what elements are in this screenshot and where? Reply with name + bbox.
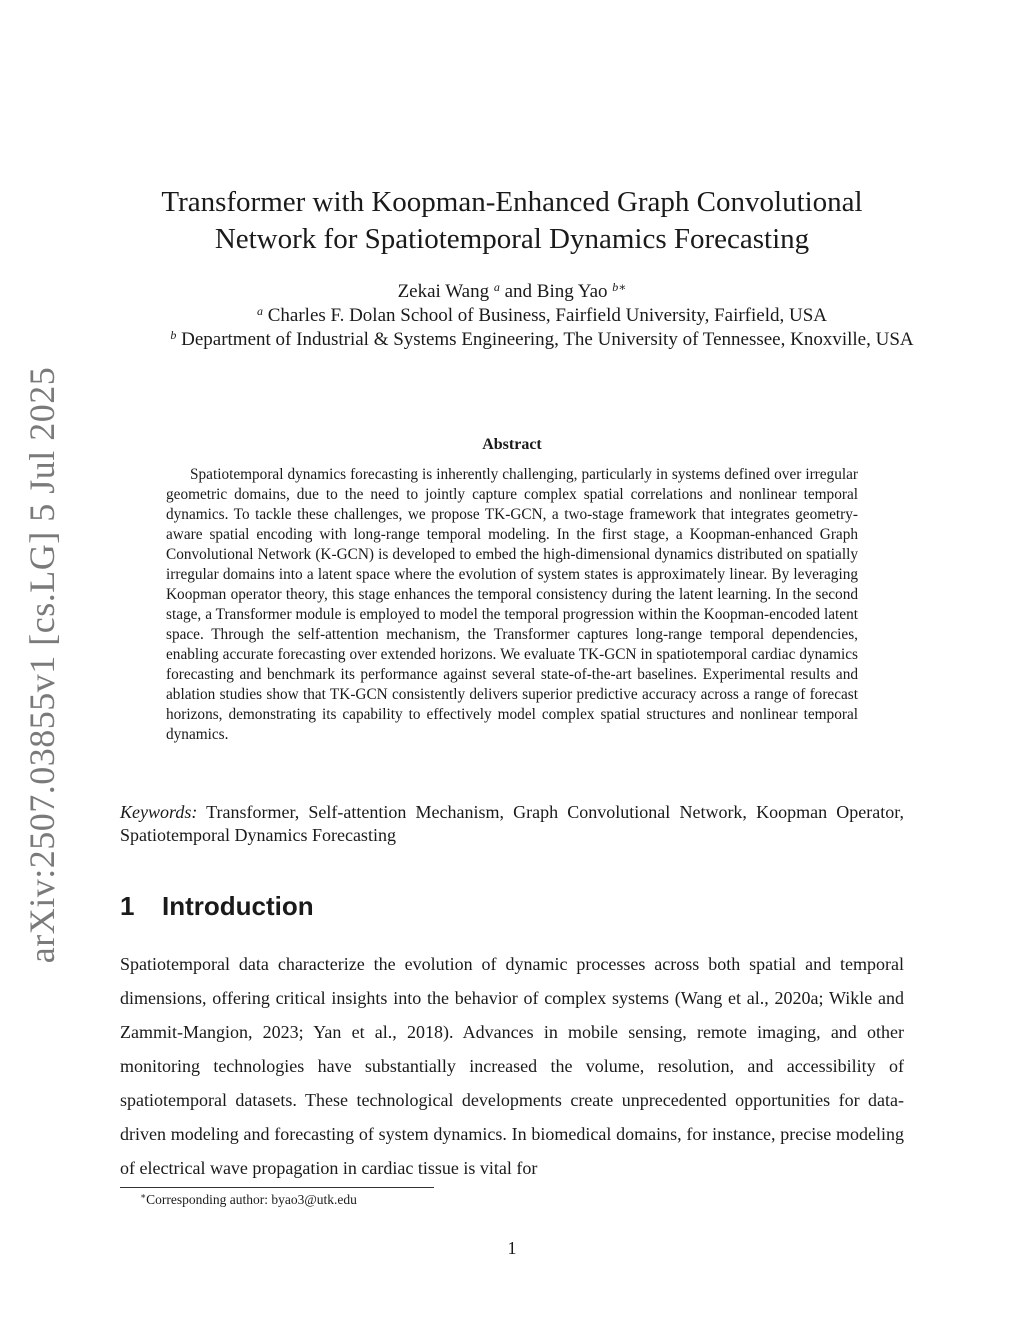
keywords-text: Transformer, Self-attention Mechanism, Graph Convolutional Network, Koopman Operator, Spatiotemporal Dynamics Forecasting <box>120 802 904 845</box>
arxiv-identifier-text: arXiv:2507.03855v1 [cs.LG] 5 Jul 2025 <box>22 366 62 964</box>
author-name-1: Zekai Wang <box>397 281 490 302</box>
page-number: 1 <box>507 1238 517 1258</box>
footnote-divider <box>120 1187 434 1188</box>
section-number: 1 <box>120 891 135 921</box>
author-list <box>100 280 924 304</box>
affiliation-b-text: Department of Industrial & Systems Engineering, The University of Tennessee, Knoxville, USA <box>181 329 914 350</box>
keywords-paragraph <box>120 801 904 847</box>
footnote-mark: ∗ <box>140 1191 147 1201</box>
introduction-paragraph: Spatiotemporal data characterize the evolution of dynamic processes across both spatial and temporal dimensions, offering critical insights into the behavior of complex systems (Wang et al., 2020a; Wikle and Zammit-Mangion, 2023; Yan et al., 2018). Advances in mobile sensing, remote imaging, and other monitoring technologies have substantially increased the volume, resolution, and accessibility of spatiotemporal datasets. These technological developments create unprecedented opportunities for data-driven modeling and forecasting of system dynamics. In biomedical domains, for instance, precise modeling of electrical wave propagation in cardiac tissue is vital for <box>120 954 904 1178</box>
arxiv-identifier-stamp <box>14 366 70 964</box>
author-name-2: Bing Yao <box>536 281 608 302</box>
author-2-affiliation-mark: b∗ <box>612 280 627 294</box>
section-heading-introduction <box>120 889 314 923</box>
affiliation-b <box>60 328 1024 352</box>
abstract-heading: Abstract <box>482 436 542 453</box>
paper-title-line-1: Transformer with Koopman-Enhanced Graph Convolutional <box>161 186 863 218</box>
affiliation-a <box>60 304 1024 328</box>
author-1-affiliation-mark: a <box>493 280 500 294</box>
author-connector: and <box>504 281 533 302</box>
affiliation-a-text: Charles F. Dolan School of Business, Fairfield University, Fairfield, USA <box>267 305 828 326</box>
abstract-text: Spatiotemporal dynamics forecasting is inherently challenging, particularly in systems defined over irregular geometric domains, due to the need to jointly capture complex spatial correlations and nonlinear temporal dynamics. To tackle these challenges, we propose TK-GCN, a two-stage framework that integrates geometry-aware spatial encoding with long-range temporal modeling. In the first stage, a Koopman-enhanced Graph Convolutional Network (K-GCN) is developed to embed the high-dimensional dynamics distributed on spatially irregular domains into a latent space where the evolution of system states is approximately linear. By leveraging Koopman operator theory, this stage enhances the temporal consistency during the latent learning. In the second stage, a Transformer module is employed to model the temporal progression within the Koopman-encoded latent space. Through the self-attention mechanism, the Transformer captures long-range temporal dependencies, enabling accurate forecasting over extended horizons. We evaluate TK-GCN in spatiotemporal cardiac dynamics forecasting and benchmark its performance against several state-of-the-art baselines. Experimental results and ablation studies show that TK-GCN consistently delivers superior predictive accuracy across a range of forecast horizons, demonstrating its capability to effectively model complex spatial structures and nonlinear temporal dynamics. <box>166 466 858 743</box>
affiliation-b-mark: b <box>170 328 177 342</box>
section-title: Introduction <box>162 891 314 921</box>
footnote <box>140 1191 357 1209</box>
affiliation-a-mark: a <box>256 304 263 318</box>
paper-title-line-2: Network for Spatiotemporal Dynamics Forecasting <box>214 223 810 255</box>
keywords-label: Keywords: <box>120 802 198 822</box>
footnote-text: Corresponding author: byao3@utk.edu <box>146 1192 357 1207</box>
paper-title <box>120 184 904 258</box>
